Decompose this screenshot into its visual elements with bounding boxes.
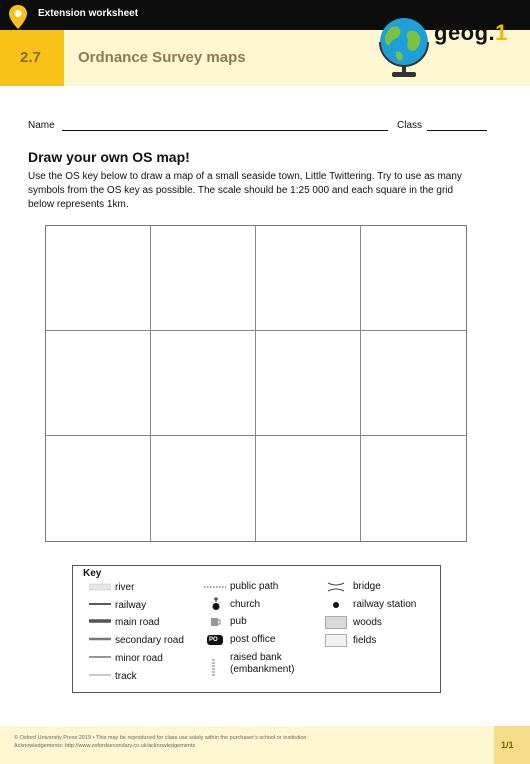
- main-road-symbol-icon: [89, 619, 111, 623]
- footer-copyright-block: [14, 734, 434, 750]
- globe-icon: [376, 14, 432, 80]
- key-item-church: church: [230, 599, 261, 610]
- key-item-secondary-road: secondary road: [115, 635, 184, 646]
- railway-station-icon: [332, 601, 340, 609]
- key-item-main-road: main road: [115, 617, 160, 628]
- key-item-railway-station: railway station: [353, 599, 417, 610]
- key-item-pub: pub: [230, 616, 247, 627]
- minor-road-symbol-icon: [89, 655, 111, 659]
- track-symbol-icon: [89, 673, 111, 677]
- task-instructions: Use the OS key below to draw a map of a small seaside town, Little Twittering. Try to use as many symbols from the OS key as possible. The scale should be 1:25 000 and each square in the grid below represents 1km.: [28, 171, 462, 210]
- grid-square[interactable]: [256, 226, 361, 331]
- footer-copyright: © Oxford University Press 2019 • This may be reproduced for class use solely within the purchaser's school or institution: [14, 735, 307, 741]
- name-label: Name: [28, 120, 55, 131]
- class-field[interactable]: [427, 130, 487, 131]
- class-label: Class: [397, 120, 423, 131]
- key-item-railway: railway: [115, 600, 147, 611]
- fields-symbol-icon: [325, 634, 347, 647]
- grid-square[interactable]: [361, 226, 466, 331]
- river-symbol-icon: [89, 583, 111, 591]
- secondary-road-symbol-icon: [89, 637, 111, 641]
- footer-acknowledgements-link[interactable]: Acknowledgements: http://www.oxfordsecondary.co.uk/acknowledgements: [14, 743, 196, 749]
- key-item-raised-bank: raised bank (embankment): [230, 652, 295, 675]
- geog-logo: [434, 20, 508, 46]
- bridge-icon: [327, 582, 345, 592]
- key-item-bridge: bridge: [353, 581, 381, 592]
- grid-square[interactable]: [361, 331, 466, 436]
- footer: [0, 726, 530, 764]
- map-grid[interactable]: [45, 225, 467, 542]
- grid-square[interactable]: [151, 436, 256, 541]
- page-title: Ordnance Survey maps: [78, 49, 246, 66]
- woods-symbol-icon: [325, 616, 347, 629]
- page-number: 1/1: [501, 740, 514, 750]
- post-office-badge-text: PO: [209, 637, 218, 643]
- grid-square[interactable]: [46, 226, 151, 331]
- church-icon: [211, 597, 221, 611]
- key-item-fields: fields: [353, 635, 377, 646]
- grid-square[interactable]: [256, 436, 361, 541]
- grid-square[interactable]: [361, 436, 466, 541]
- page-number-box: [494, 726, 530, 764]
- grid-square[interactable]: [151, 226, 256, 331]
- key-item-post-office: post office: [230, 634, 276, 645]
- grid-square[interactable]: [46, 436, 151, 541]
- section-number: 2.7: [20, 49, 41, 66]
- key-title: Key: [83, 568, 102, 579]
- section-number-box: [0, 30, 64, 86]
- grid-square[interactable]: [256, 331, 361, 436]
- os-key: [72, 565, 441, 693]
- logo-text: geog.: [434, 20, 496, 45]
- raised-bank-symbol-icon: [212, 659, 218, 677]
- railway-symbol-icon: [89, 602, 111, 606]
- key-item-public-path: public path: [230, 581, 279, 592]
- location-pin-icon: [8, 4, 28, 30]
- key-item-minor-road: minor road: [115, 653, 163, 664]
- name-field[interactable]: [62, 130, 388, 131]
- worksheet-label: Extension worksheet: [38, 8, 139, 19]
- key-item-track: track: [115, 671, 137, 682]
- public-path-symbol-icon: [204, 585, 226, 589]
- key-item-woods: woods: [353, 617, 382, 628]
- grid-square[interactable]: [151, 331, 256, 436]
- pub-icon: [210, 617, 222, 627]
- key-item-river: river: [115, 582, 135, 593]
- task-heading: Draw your own OS map!: [28, 149, 190, 165]
- logo-number: 1: [495, 20, 508, 45]
- grid-square[interactable]: [46, 331, 151, 436]
